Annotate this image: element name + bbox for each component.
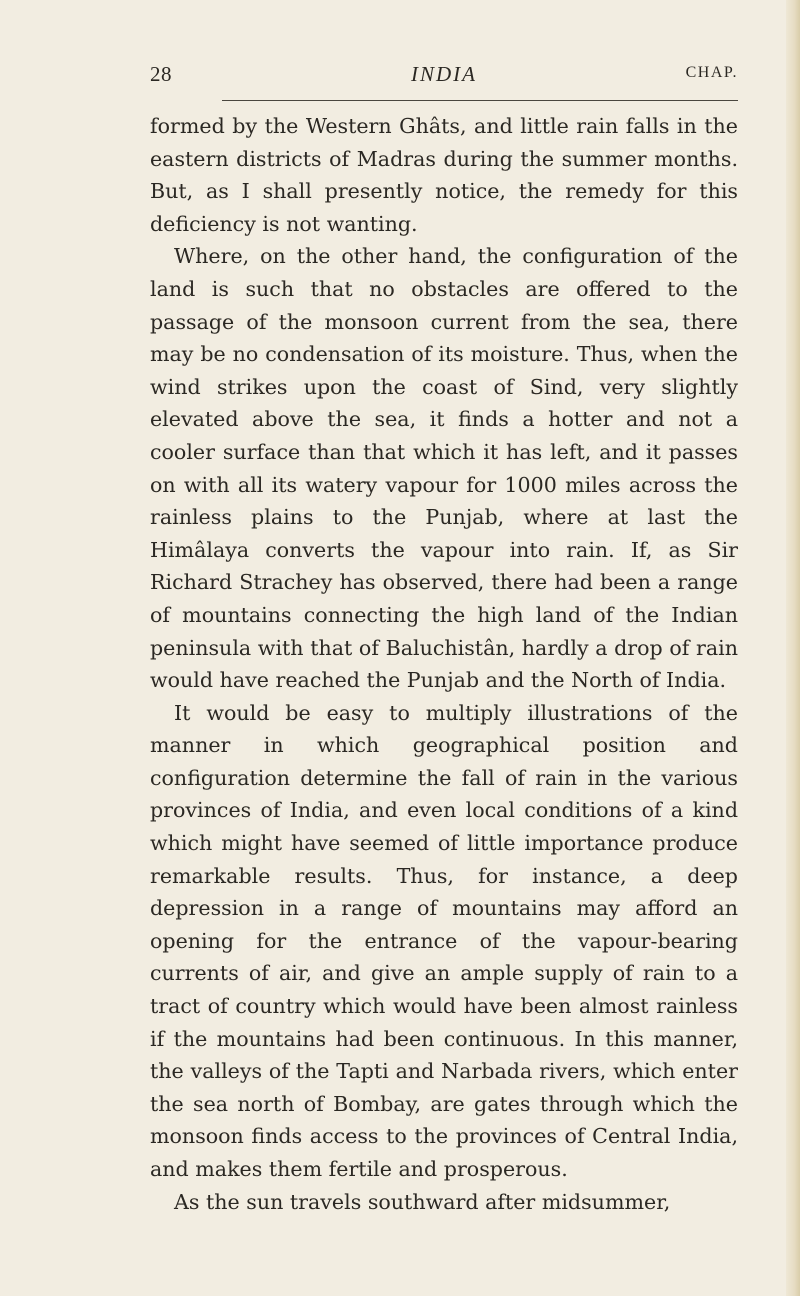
paragraph: Where, on the other hand, the configuration of the land is such that no obstacles are offered to the passage of the monsoon current from the sea, there may be no condensation of its moisture. Thus, when the wind strikes upon the coast of Sind, very slightly elevated above the sea, it finds a hotter and not a cooler surface than that which it has left, and it passes on with all its watery vapour for 1000 miles across the rainless plains to the Punjab, where at last the Himâlaya converts the vapour into rain. If, as Sir Richard Strachey has observed, there had been a range of mountains connecting the high land of the Indian peninsula with that of Baluchistân, hardly a drop of rain would have reached the Punjab and the North of India. (150, 244, 738, 693)
page-number: 28 (150, 62, 172, 86)
header-rule (222, 100, 738, 101)
page-edge (786, 0, 800, 1296)
paragraph-continued: formed by the Western Ghâts, and little rain falls in the eastern districts of Madras during the summer months. But, as I shall presently notice, the remedy for this deficiency is not wanting. (150, 114, 738, 236)
running-title: INDIA (411, 62, 477, 86)
body-text (150, 110, 738, 1218)
paragraph: It would be easy to multiply illustrations of the manner in which geographical position and configuration determine the fall of rain in the various provinces of India, and even local conditions of a kind which might have seemed of little importance produce remarkable results. Thus, for instance, a deep depression in a range of mountains may afford an opening for the entrance of the vapour-bearing currents of air, and give an ample supply of rain to a tract of country which would have been almost rainless if the mountains had been continuous. In this manner, the valleys of the Tapti and Narbada rivers, which enter the sea north of Bombay, are gates through which the monsoon finds access to the provinces of Central India, and makes them fertile and prosperous. (150, 700, 738, 1181)
paragraph-final: As the sun travels southward after midsummer, (174, 1189, 671, 1214)
running-header (150, 62, 738, 92)
chapter-mark: CHAP. (685, 64, 738, 81)
